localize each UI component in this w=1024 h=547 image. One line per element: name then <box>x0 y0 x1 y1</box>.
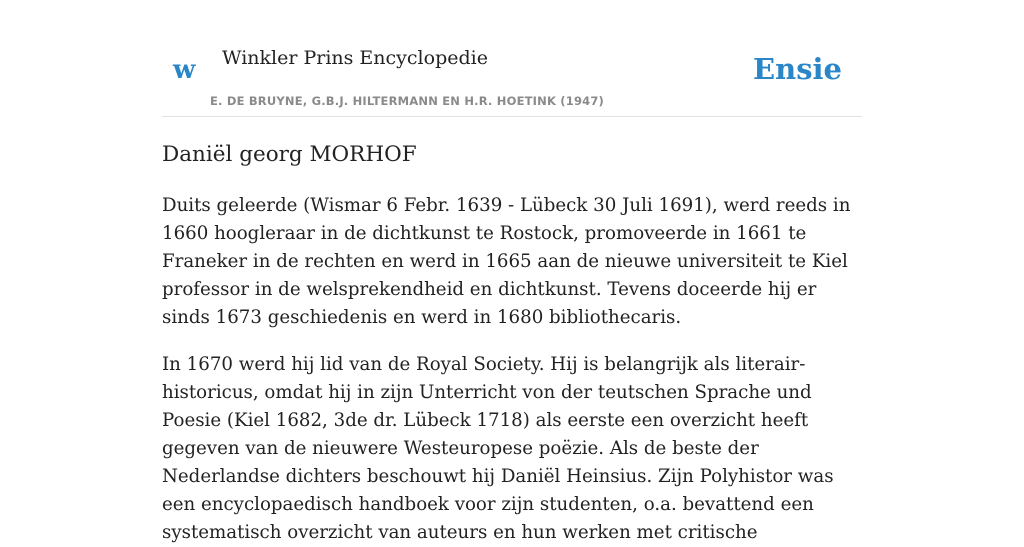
ensie-logo-link[interactable]: Ensie <box>753 52 842 86</box>
book-authors: E. DE BRUYNE, G.B.J. HILTERMANN EN H.R. HOETINK (1947) <box>210 94 605 108</box>
winkler-prins-logo[interactable]: w <box>173 55 196 85</box>
book-header <box>162 40 862 117</box>
article-title: Daniël georg MORHOF <box>162 142 417 167</box>
article-paragraph: In 1670 werd hij lid van de Royal Society. Hij is belangrijk als literair-historicus, omdat hij in zijn Unterricht von der teutschen Sprache und Poesie (Kiel 1682, 3de dr. Lübeck 1718) als eerste een overzicht heeft gegeven van de nieuwere Westeuropese poëzie. Als de beste der Nederlandse dichters beschouwt hij Daniël Heinsius. Zijn Polyhistor was een encyclopaedisch handboek voor zijn studenten, o.a. bevattend een systematisch overzicht van auteurs en hun werken met critische <box>162 354 834 543</box>
book-title[interactable]: Winkler Prins Encyclopedie <box>222 47 488 69</box>
article-paragraph: Duits geleerde (Wismar 6 Febr. 1639 - Lübeck 30 Juli 1691), werd reeds in 1660 hoogleraar in de dichtkunst te Rostock, promoveerde in 1661 te Franeker in de rechten en werd in 1665 aan de nieuwe universiteit te Kiel professor in de welsprekendheid en dichtkunst. Tevens doceerde hij er sinds 1673 geschiedenis en werd in 1680 bibliothecaris. <box>162 195 851 328</box>
article <box>162 138 864 547</box>
